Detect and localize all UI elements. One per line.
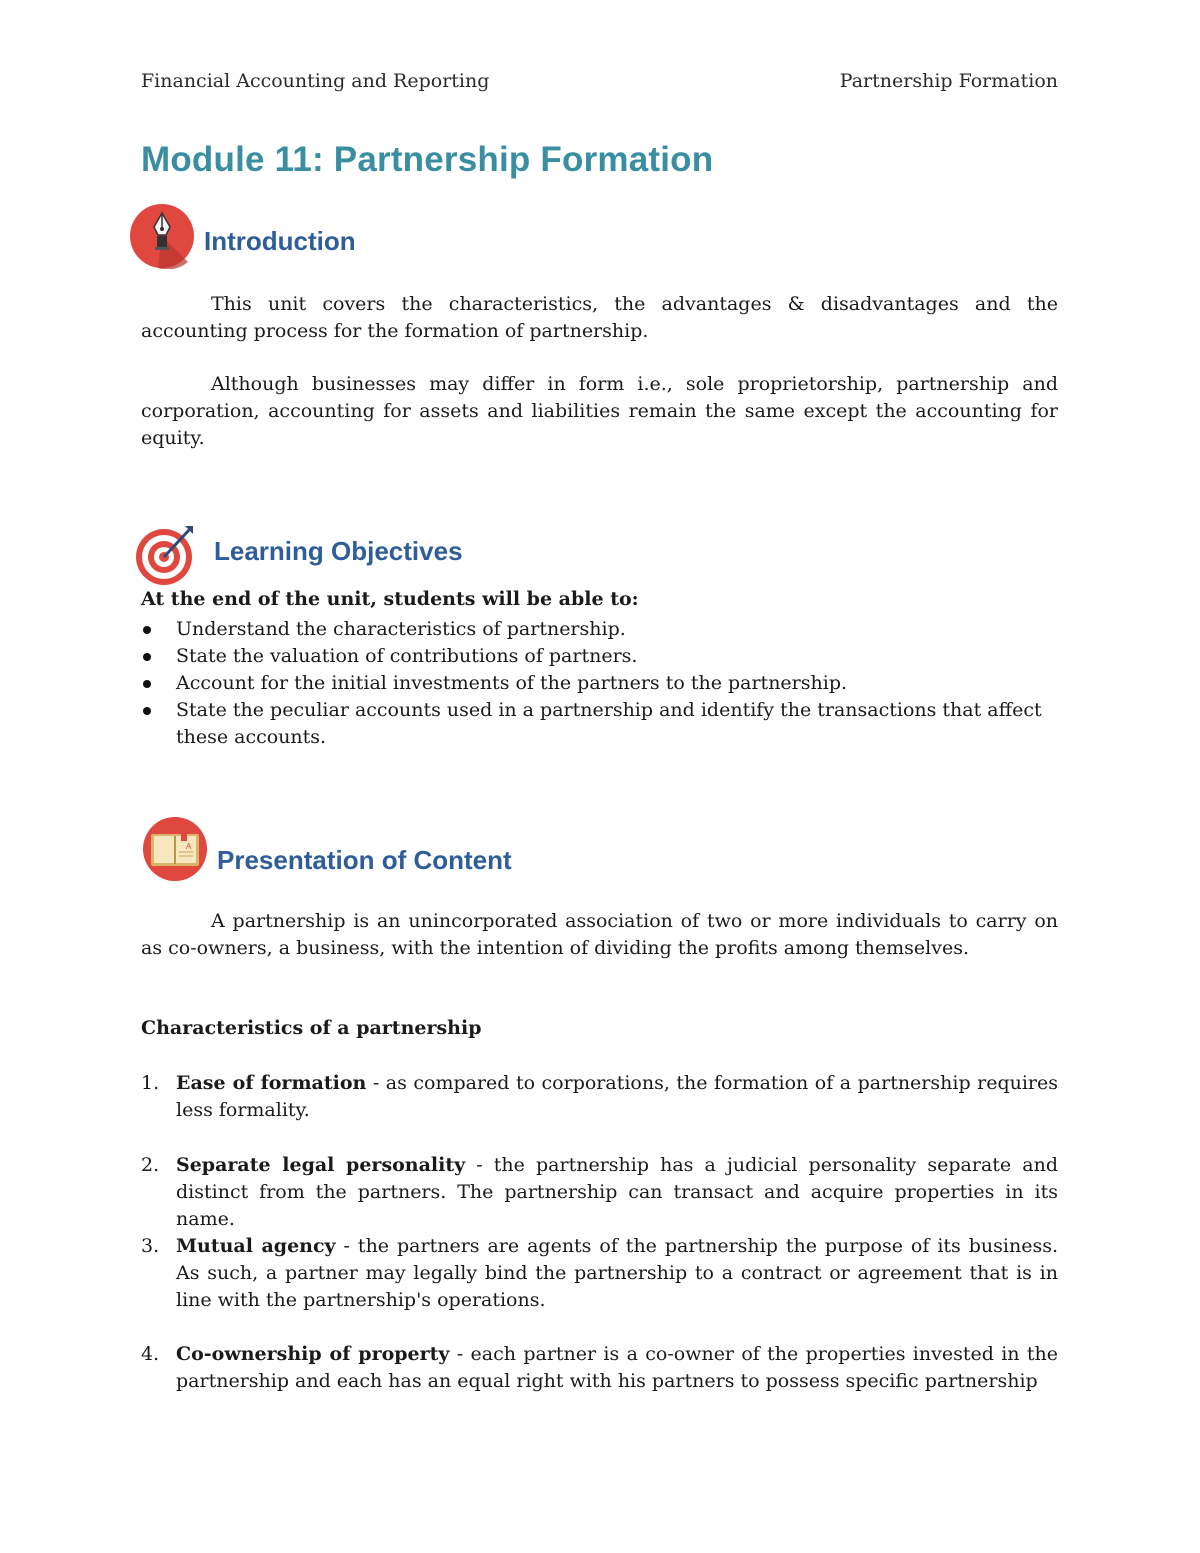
characteristics-list-1 — [141, 1070, 1058, 1124]
content-paragraph — [141, 908, 1058, 962]
characteristics-list-3 — [141, 1233, 1058, 1314]
characteristics-list-2 — [141, 1152, 1058, 1233]
content-paragraph-text: A partnership is an unincorporated association of two or more individuals to carry on as co-owners, a business, with the intention of dividing the profits among themselves. — [141, 910, 1058, 959]
objectives-list — [141, 616, 1058, 751]
content-heading: Presentation of Content — [217, 845, 512, 875]
pen-nib-icon — [128, 203, 198, 269]
characteristics-heading: Characteristics of a partnership — [141, 1017, 482, 1039]
objective-text: State the peculiar accounts used in a partnership and identify the transactions that affect these accounts. — [176, 699, 1042, 748]
bullet-dot — [143, 680, 151, 688]
objective-text: Understand the characteristics of partnership. — [176, 618, 626, 640]
list-item — [141, 1152, 1058, 1233]
bullet-dot — [143, 626, 151, 634]
item-text: - the partners are agents of the partnership the purpose of its business. As such, a partner may legally bind the partnership to a contract or agreement that is in line with the partnership's operations. — [176, 1235, 1059, 1311]
objective-text: State the valuation of contributions of partners. — [176, 645, 638, 667]
item-text: - as compared to corporations, the formation of a partnership requires less formality. — [176, 1072, 1059, 1121]
book-icon — [139, 816, 213, 882]
list-item — [141, 697, 1058, 751]
item-number: 2. — [141, 1154, 160, 1176]
objectives-lead: At the end of the unit, students will be able to: — [141, 588, 639, 610]
item-number: 3. — [141, 1235, 160, 1257]
intro-paragraph-2-text: Although businesses may differ in form i.e., sole proprietorship, partnership and corporation, accounting for assets and liabilities remain the same except the accounting for equity. — [141, 373, 1058, 449]
introduction-heading: Introduction — [204, 226, 356, 256]
item-text: - each partner is a co-owner of the properties invested in the partnership and each has an equal right with his partners to possess specific partnership — [176, 1343, 1058, 1392]
module-title: Module 11: Partnership Formation — [141, 140, 714, 179]
item-term: Co-ownership of property — [176, 1343, 450, 1365]
item-text: - the partnership has a judicial personality separate and distinct from the partners. The partnership can transact and acquire properties in its name. — [176, 1154, 1058, 1230]
intro-paragraph-1 — [141, 291, 1058, 345]
objectives-heading: Learning Objectives — [214, 536, 463, 566]
target-icon — [133, 522, 199, 586]
bullet-dot — [143, 653, 151, 661]
list-item — [141, 1070, 1058, 1124]
list-item — [141, 1233, 1058, 1314]
item-term: Mutual agency — [176, 1235, 336, 1257]
objective-text: Account for the initial investments of the partners to the partnership. — [176, 672, 848, 694]
running-header-right: Partnership Formation — [839, 70, 1058, 92]
characteristics-list-4 — [141, 1341, 1058, 1395]
intro-paragraph-2 — [141, 371, 1058, 452]
svg-text:A: A — [186, 842, 192, 851]
item-term: Ease of formation — [176, 1072, 367, 1094]
bullet-dot — [143, 707, 151, 715]
intro-paragraph-1-text: This unit covers the characteristics, the advantages & disadvantages and the accounting process for the formation of partnership. — [141, 293, 1058, 342]
list-item — [141, 1341, 1058, 1395]
running-header-left: Financial Accounting and Reporting — [141, 70, 490, 92]
list-item — [141, 643, 1058, 670]
list-item — [141, 670, 1058, 697]
list-item — [141, 616, 1058, 643]
item-number: 4. — [141, 1343, 160, 1365]
item-number: 1. — [141, 1072, 160, 1094]
item-term: Separate legal personality — [176, 1154, 466, 1176]
